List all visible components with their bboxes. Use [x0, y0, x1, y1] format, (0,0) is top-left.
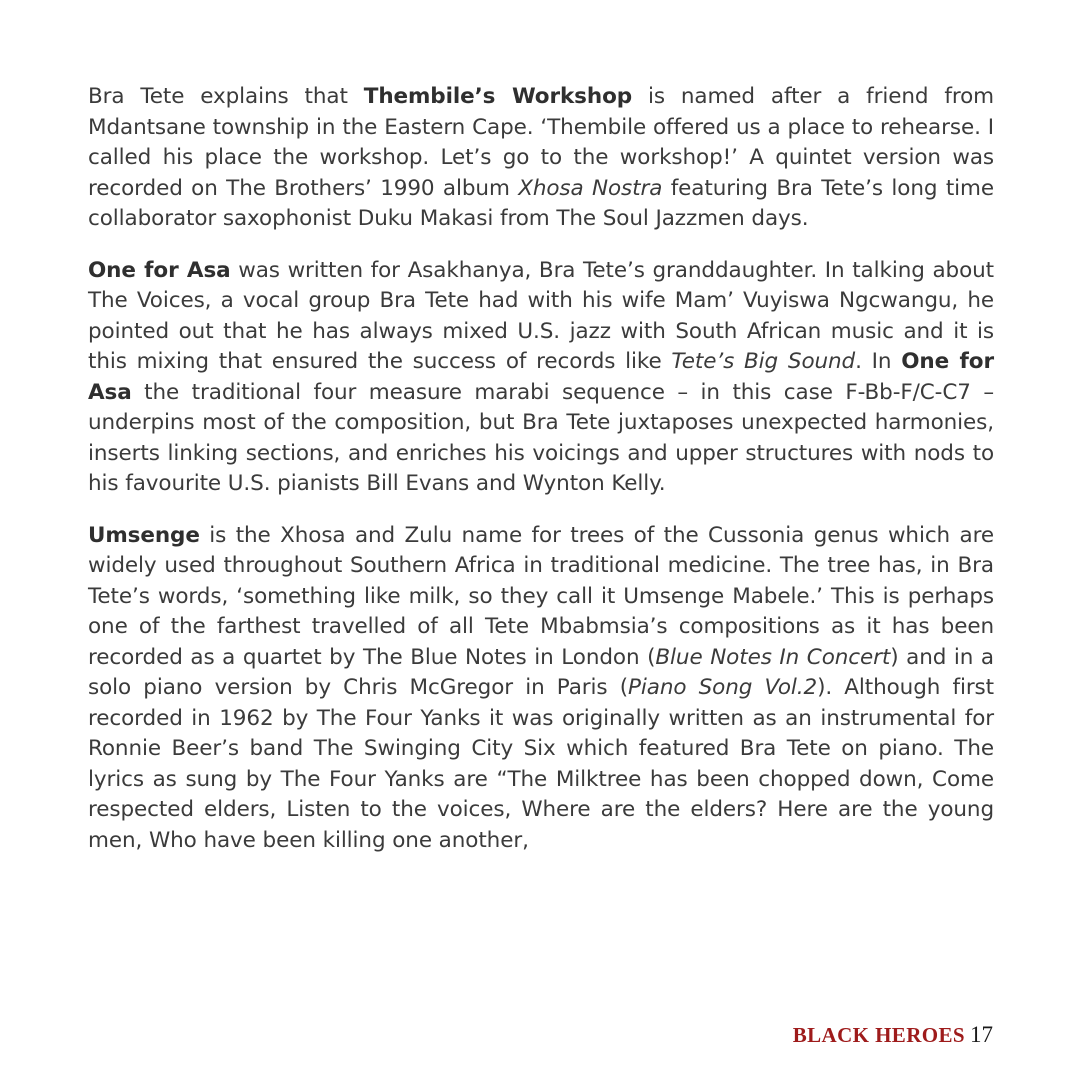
paragraph-one-for-asa: One for Asa was written for Asakhanya, Bra Tete’s granddaughter. In talking about The Voices, a vocal group Bra Tete had with his wife Mam’ Vuyiswa Ngcwangu, he pointed out that he has always mixed U.S. jazz with South African music and it is this mixing that ensured the success of records like Tete’s Big Sound. In One for Asa the traditional four measure marabi sequence – in this case F-Bb-F/C-C7 – underpins most of the composition, but Bra Tete juxtaposes unexpected harmonies, inserts linking sections, and enriches his voicings and upper structures with nods to his favourite U.S. pianists Bill Evans and Wynton Kelly. [88, 257, 994, 496]
book-title-brand: BLACK HEROES [792, 1023, 965, 1047]
paragraph-thembiles-workshop: Bra Tete explains that Thembile’s Workshop is named after a friend from Mdantsane township in the Eastern Cape. ‘Thembile offered us a place to rehearse. I called his place the workshop. Let’s go to the workshop!’ A quintet version was recorded on The Brothers’ 1990 album Xhosa Nostra featuring Bra Tete’s long time collaborator saxophonist Duku Makasi from The Soul Jazzmen days. [88, 84, 995, 231]
page-number: 17 [970, 1022, 993, 1047]
paragraph-umsenge: Umsenge is the Xhosa and Zulu name for trees of the Cussonia genus which are widely used throughout Southern Africa in traditional medicine. The tree has, in Bra Tete’s words, ‘something like milk, so they call it Umsenge Mabele.’ This is perhaps one of the farthest travelled of all Tete Mbabmsia’s compositions as it has been recorded as a quartet by The Blue Notes in London (Blue Notes In Concert) and in a solo piano version by Chris McGregor in Paris (Piano Song Vol.2). Although first recorded in 1962 by The Four Yanks it was originally written as an instrumental for Ronnie Beer’s band The Swinging City Six which featured Bra Tete on piano. The lyrics as sung by The Four Yanks are “The Milktree has been chopped down, Come respected elders, Listen to the voices, Where are the elders? Here are the young men, Who have been killing one another, [88, 522, 994, 853]
page-footer [88, 1022, 993, 1048]
body-text-column [88, 82, 994, 856]
